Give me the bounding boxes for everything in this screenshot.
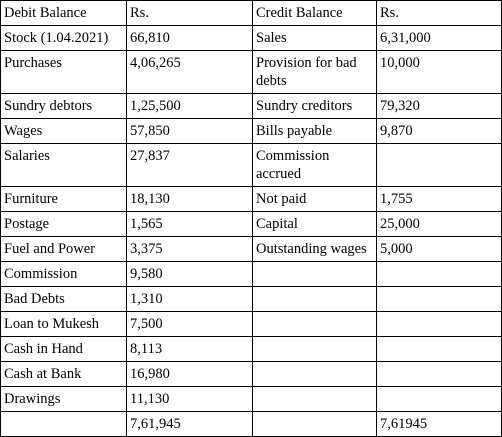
credit-balance-header: Credit Balance bbox=[253, 1, 377, 26]
table-row bbox=[1, 94, 502, 119]
credit-account-cell: Sundry creditors bbox=[253, 94, 377, 119]
debit-amount-cell: 1,565 bbox=[127, 212, 253, 237]
table-row bbox=[1, 362, 502, 387]
header-row bbox=[1, 1, 502, 26]
credit-account-cell bbox=[253, 262, 377, 287]
table-row bbox=[1, 237, 502, 262]
debit-account-cell: Stock (1.04.2021) bbox=[1, 26, 127, 51]
credit-amount-cell bbox=[377, 387, 502, 412]
table-row bbox=[1, 144, 502, 187]
debit-account-cell: Postage bbox=[1, 212, 127, 237]
credit-account-cell bbox=[253, 362, 377, 387]
credit-amount-cell: 79,320 bbox=[377, 94, 502, 119]
credit-amount-cell: 6,31,000 bbox=[377, 26, 502, 51]
debit-account-cell: Cash at Bank bbox=[1, 362, 127, 387]
table-row bbox=[1, 51, 502, 94]
debit-amount-cell: 3,375 bbox=[127, 237, 253, 262]
debit-account-cell: Cash in Hand bbox=[1, 337, 127, 362]
debit-amount-cell: 8,113 bbox=[127, 337, 253, 362]
debit-total-label-cell bbox=[1, 412, 127, 437]
debit-amount-cell: 4,06,265 bbox=[127, 51, 253, 94]
table-row bbox=[1, 26, 502, 51]
debit-account-cell: Loan to Mukesh bbox=[1, 312, 127, 337]
debit-total-cell: 7,61,945 bbox=[127, 412, 253, 437]
debit-amount-cell: 1,25,500 bbox=[127, 94, 253, 119]
table-row bbox=[1, 387, 502, 412]
table-row bbox=[1, 312, 502, 337]
credit-amount-cell: 9,870 bbox=[377, 119, 502, 144]
table-row bbox=[1, 212, 502, 237]
credit-amount-cell bbox=[377, 287, 502, 312]
debit-amount-cell: 7,500 bbox=[127, 312, 253, 337]
credit-amount-cell bbox=[377, 262, 502, 287]
debit-account-cell: Fuel and Power bbox=[1, 237, 127, 262]
debit-amount-cell: 57,850 bbox=[127, 119, 253, 144]
credit-account-cell: Bills payable bbox=[253, 119, 377, 144]
credit-amount-cell: 1,755 bbox=[377, 187, 502, 212]
debit-amount-cell: 66,810 bbox=[127, 26, 253, 51]
credit-account-cell bbox=[253, 387, 377, 412]
credit-account-cell: Not paid bbox=[253, 187, 377, 212]
credit-amount-cell: 25,000 bbox=[377, 212, 502, 237]
table-row bbox=[1, 187, 502, 212]
debit-account-cell: Commission bbox=[1, 262, 127, 287]
credit-total-cell: 7,61945 bbox=[377, 412, 502, 437]
debit-account-cell: Purchases bbox=[1, 51, 127, 94]
debit-account-cell: Salaries bbox=[1, 144, 127, 187]
debit-amount-cell: 9,580 bbox=[127, 262, 253, 287]
credit-amount-cell bbox=[377, 312, 502, 337]
debit-amount-cell: 1,310 bbox=[127, 287, 253, 312]
debit-amount-cell: 27,837 bbox=[127, 144, 253, 187]
credit-amount-cell bbox=[377, 362, 502, 387]
debit-account-cell: Wages bbox=[1, 119, 127, 144]
credit-amount-cell bbox=[377, 337, 502, 362]
credit-account-cell: Provision for bad debts bbox=[253, 51, 377, 94]
debit-amount-cell: 16,980 bbox=[127, 362, 253, 387]
debit-account-cell: Bad Debts bbox=[1, 287, 127, 312]
table-row bbox=[1, 337, 502, 362]
debit-amount-cell: 11,130 bbox=[127, 387, 253, 412]
credit-amount-header: Rs. bbox=[377, 1, 502, 26]
debit-balance-header: Debit Balance bbox=[1, 1, 127, 26]
debit-account-cell: Sundry debtors bbox=[1, 94, 127, 119]
credit-account-cell: Capital bbox=[253, 212, 377, 237]
credit-account-cell: Outstanding wages bbox=[253, 237, 377, 262]
credit-account-cell bbox=[253, 312, 377, 337]
credit-total-label-cell bbox=[253, 412, 377, 437]
debit-account-cell: Drawings bbox=[1, 387, 127, 412]
debit-account-cell: Furniture bbox=[1, 187, 127, 212]
credit-account-cell bbox=[253, 287, 377, 312]
debit-amount-header: Rs. bbox=[127, 1, 253, 26]
debit-amount-cell: 18,130 bbox=[127, 187, 253, 212]
credit-amount-cell: 10,000 bbox=[377, 51, 502, 94]
table-row bbox=[1, 287, 502, 312]
table-row bbox=[1, 262, 502, 287]
totals-row bbox=[1, 412, 502, 437]
table-row bbox=[1, 119, 502, 144]
credit-account-cell: Commission accrued bbox=[253, 144, 377, 187]
credit-account-cell bbox=[253, 337, 377, 362]
credit-amount-cell bbox=[377, 144, 502, 187]
credit-account-cell: Sales bbox=[253, 26, 377, 51]
credit-amount-cell: 5,000 bbox=[377, 237, 502, 262]
